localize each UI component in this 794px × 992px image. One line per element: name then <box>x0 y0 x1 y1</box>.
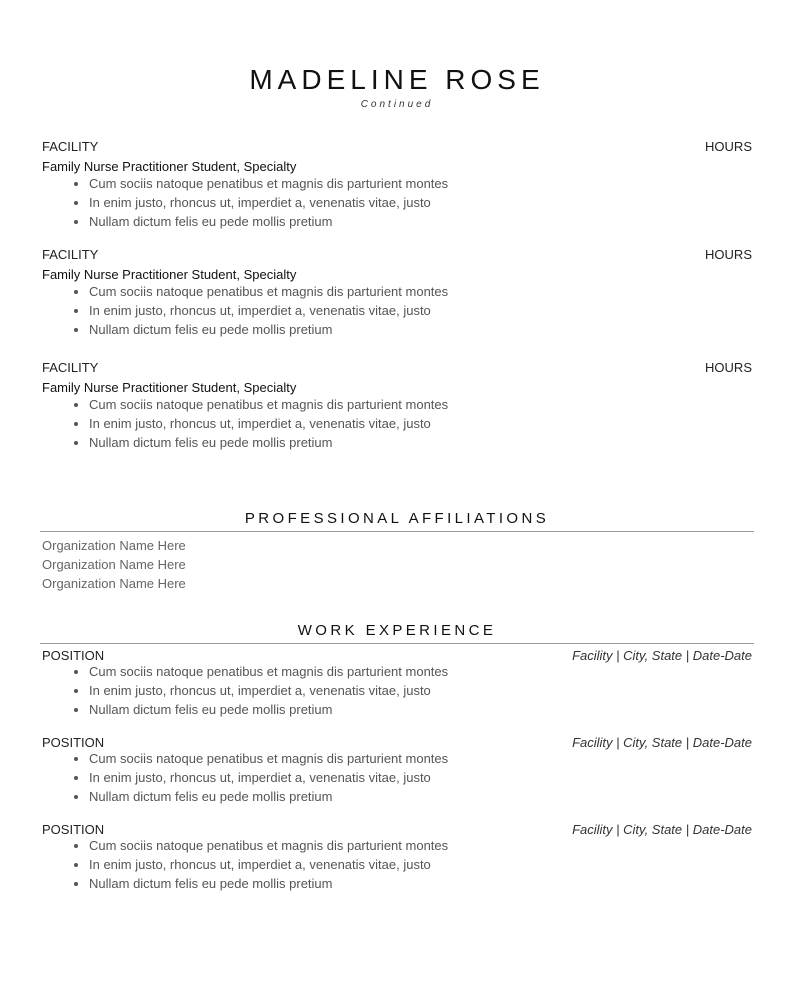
clinical-role: Family Nurse Practitioner Student, Specialty <box>42 380 297 395</box>
affiliation-item: Organization Name Here <box>42 557 186 572</box>
bullet-item: • In enim justo, rhoncus ut, imperdiet a, venenatis vitae, justo <box>89 414 448 433</box>
work-details: Facility | City, State | Date-Date <box>572 822 752 837</box>
bullet-item: • Nullam dictum felis eu pede mollis pretium <box>89 320 448 339</box>
section-divider <box>40 531 754 532</box>
bullet-item: • In enim justo, rhoncus ut, imperdiet a, venenatis vitae, justo <box>89 855 448 874</box>
bullet-item: • Nullam dictum felis eu pede mollis pretium <box>89 433 448 452</box>
section-divider <box>40 643 754 644</box>
work-bullet-list <box>42 836 448 893</box>
clinical-bullet-list <box>42 282 448 339</box>
section-title-work-experience: WORK EXPERIENCE <box>297 622 497 639</box>
bullet-item: • Nullam dictum felis eu pede mollis pretium <box>89 700 448 719</box>
resume-subtitle: Continued <box>360 99 434 110</box>
bullet-item: • Nullam dictum felis eu pede mollis pretium <box>89 212 448 231</box>
clinical-facility: FACILITY <box>42 247 99 262</box>
section-title-affiliations: PROFESSIONAL AFFILIATIONS <box>244 510 550 527</box>
work-position: POSITION <box>42 822 105 837</box>
bullet-item: • Cum sociis natoque penatibus et magnis dis parturient montes <box>89 395 448 414</box>
bullet-item: • Cum sociis natoque penatibus et magnis dis parturient montes <box>89 282 448 301</box>
work-position: POSITION <box>42 648 105 663</box>
affiliation-item: Organization Name Here <box>42 538 186 553</box>
bullet-item: • Nullam dictum felis eu pede mollis pretium <box>89 874 448 893</box>
clinical-role: Family Nurse Practitioner Student, Specialty <box>42 159 297 174</box>
bullet-item: • In enim justo, rhoncus ut, imperdiet a, venenatis vitae, justo <box>89 193 448 212</box>
work-bullet-list <box>42 662 448 719</box>
bullet-item: • Cum sociis natoque penatibus et magnis dis parturient montes <box>89 662 448 681</box>
bullet-item: • Cum sociis natoque penatibus et magnis dis parturient montes <box>89 749 448 768</box>
work-details: Facility | City, State | Date-Date <box>572 648 752 663</box>
clinical-facility: FACILITY <box>42 360 99 375</box>
bullet-item: • Cum sociis natoque penatibus et magnis dis parturient montes <box>89 836 448 855</box>
bullet-item: • In enim justo, rhoncus ut, imperdiet a, venenatis vitae, justo <box>89 681 448 700</box>
clinical-role: Family Nurse Practitioner Student, Specialty <box>42 267 297 282</box>
affiliation-item: Organization Name Here <box>42 576 186 591</box>
work-position: POSITION <box>42 735 105 750</box>
clinical-bullet-list <box>42 174 448 231</box>
bullet-item: • In enim justo, rhoncus ut, imperdiet a, venenatis vitae, justo <box>89 301 448 320</box>
clinical-hours: HOURS <box>705 139 752 154</box>
bullet-item: • Nullam dictum felis eu pede mollis pretium <box>89 787 448 806</box>
work-details: Facility | City, State | Date-Date <box>572 735 752 750</box>
clinical-hours: HOURS <box>705 247 752 262</box>
clinical-hours: HOURS <box>705 360 752 375</box>
work-bullet-list <box>42 749 448 806</box>
bullet-item: • Cum sociis natoque penatibus et magnis dis parturient montes <box>89 174 448 193</box>
resume-name: MADELINE ROSE <box>249 64 545 95</box>
bullet-item: • In enim justo, rhoncus ut, imperdiet a, venenatis vitae, justo <box>89 768 448 787</box>
clinical-facility: FACILITY <box>42 139 99 154</box>
clinical-bullet-list <box>42 395 448 452</box>
